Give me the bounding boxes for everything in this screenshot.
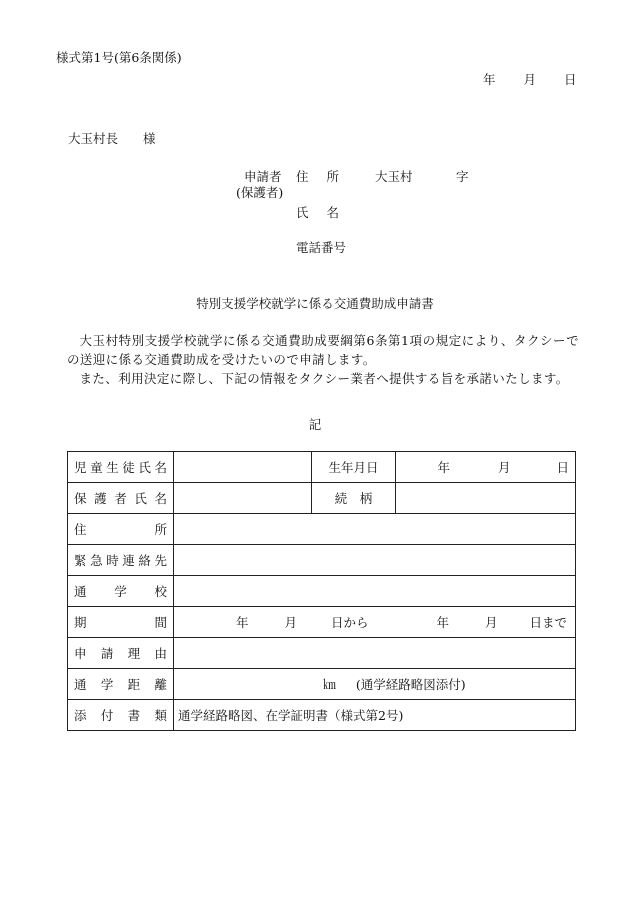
address-field[interactable] [174, 514, 576, 545]
attachments-label: 添付書類 [68, 700, 174, 731]
guardian-label: (保護者) [236, 185, 284, 200]
table-row [68, 514, 576, 545]
table-row [68, 545, 576, 576]
table-row [68, 607, 576, 638]
reason-label: 申請理由 [68, 638, 174, 669]
phone-label: 電話番号 [296, 240, 347, 255]
guardian-name-field[interactable] [174, 483, 312, 514]
birthdate-field[interactable] [396, 452, 576, 483]
emergency-contact-label: 緊急時連絡先 [68, 545, 174, 576]
applicant-label: 申請者 [244, 169, 282, 184]
table-row [68, 576, 576, 607]
date-day: 日 [564, 72, 577, 87]
date-month: 月 [523, 72, 537, 87]
school-label: 通学校 [68, 576, 174, 607]
birth-month: 月 [497, 460, 511, 475]
attachments-value: 通学経路略図、在学証明書（様式第2号) [174, 700, 576, 731]
period-label: 期間 [68, 607, 174, 638]
table-row [68, 638, 576, 669]
body-text [67, 331, 579, 388]
from-year: 年 [236, 615, 249, 630]
aza-label: 字 [456, 169, 469, 184]
body-paragraph-1: 大玉村特別支援学校就学に係る交通費助成要綱第6条第1項の規定により、タクシーでの送迎に係る交通費助成を受けたいので申請します。 [67, 333, 579, 367]
addressee: 大玉村長 様 [68, 131, 156, 146]
to-year: 年 [436, 615, 450, 630]
table-row [68, 452, 576, 483]
birth-year: 年 [437, 460, 450, 475]
distance-field[interactable] [174, 669, 576, 700]
village-name: 大玉村 [375, 169, 413, 184]
to-day: 日まで [529, 615, 568, 630]
address-label: 住所 [296, 169, 358, 184]
period-field[interactable] [174, 607, 576, 638]
table-row [68, 483, 576, 514]
to-month: 月 [485, 615, 498, 630]
application-table [67, 451, 576, 731]
guardian-name-label: 保護者氏名 [68, 483, 174, 514]
address-row-label: 住所 [68, 514, 174, 545]
school-field[interactable] [174, 576, 576, 607]
table-row [68, 669, 576, 700]
form-id: 様式第1号(第6条関係) [56, 50, 182, 65]
reason-field[interactable] [174, 638, 576, 669]
emergency-contact-field[interactable] [174, 545, 576, 576]
date-line [483, 70, 577, 88]
body-paragraph-2: また、利用決定に際し、下記の情報をタクシー業者へ提供する旨を承諾いたします。 [79, 371, 569, 386]
relationship-label: 続 柄 [312, 483, 396, 514]
student-name-label: 児童生徒氏名 [68, 452, 174, 483]
from-day: 日から [331, 615, 369, 630]
from-month: 月 [284, 615, 298, 630]
name-label: 氏名 [296, 205, 358, 220]
relationship-field[interactable] [396, 483, 576, 514]
student-name-field[interactable] [174, 452, 312, 483]
birth-day: 日 [556, 460, 569, 475]
km-unit: ㎞ [323, 677, 336, 692]
distance-note: (通学経路略図添付) [355, 677, 466, 692]
distance-label: 通学距離 [68, 669, 174, 700]
birthdate-label: 生年月日 [312, 452, 396, 483]
table-row [68, 700, 576, 731]
document-title: 特別支援学校就学に係る交通費助成申請書 [196, 296, 434, 311]
date-year: 年 [483, 72, 496, 87]
ki-mark: 記 [308, 417, 322, 432]
